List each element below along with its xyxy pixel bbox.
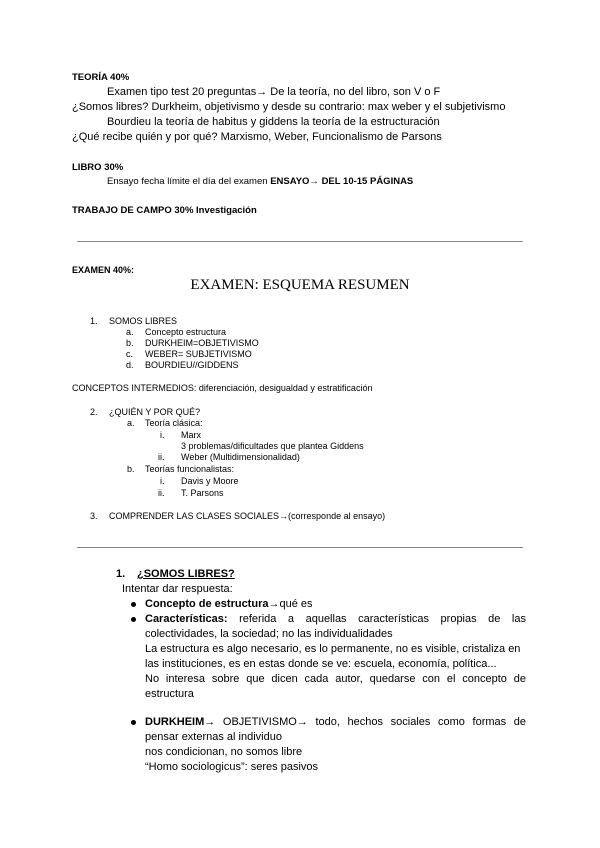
caracteristicas-p3-line-1: No interesa sobre que dicen cada autor, quedarse con el concepto de	[145, 673, 526, 685]
divider-2	[77, 547, 523, 548]
item2-sub-a-i-marker: i.	[160, 430, 165, 440]
teoria-line-1: Examen tipo test 20 preguntas→ De la teoría, no del libro, son V o F	[107, 86, 441, 98]
trabajo-heading: TRABAJO DE CAMPO 30% Investigación	[72, 205, 257, 216]
section1-number: 1.	[116, 568, 126, 580]
libro-line-text: Ensayo fecha límite el día del examen	[107, 176, 271, 187]
durkheim-rest: → OBJETIVISMO→ todo, hechos sociales como formas de	[204, 716, 526, 728]
divider-1	[77, 241, 523, 242]
durkheim-line-3: nos condicionan, no somos libre	[145, 746, 303, 758]
item2-sub-b-ii: T. Parsons	[181, 488, 224, 498]
bullet-concepto	[145, 598, 313, 610]
bullet-concepto-bold: Concepto de estructura	[145, 598, 269, 610]
item2-sub-a: Teoría clásica:	[145, 418, 203, 428]
bullet-concepto-rest: →qué es	[268, 598, 313, 610]
conceptos-intermedios: CONCEPTOS INTERMEDIOS: diferenciación, desigualdad y estratificación	[72, 383, 373, 393]
teoria-line-2: ¿Somos libres? Durkheim, objetivismo y desde su contrario: max weber y el subjetivismo	[72, 101, 506, 113]
item2-sub-b-i: Davis y Moore	[181, 476, 239, 486]
item2-sub-b-marker: b.	[127, 464, 135, 474]
caracteristicas-p2-line-2: las instituciones, es en estas donde se ve: escuela, economía, política...	[145, 658, 497, 670]
teoria-line-4: ¿Qué recibe quién y por qué? Marxismo, Weber, Funcionalismo de Parsons	[72, 131, 442, 143]
teoria-heading: TEORÍA 40%	[72, 72, 130, 83]
examen-label: EXAMEN 40%:	[72, 265, 135, 275]
bullet-dot	[131, 617, 136, 622]
item2-number: 2.	[90, 407, 98, 417]
item2-sub-b-i-marker: i.	[160, 476, 165, 486]
libro-heading: LIBRO 30%	[72, 162, 124, 173]
item2-text: ¿QUIÉN Y POR QUÉ?	[109, 407, 201, 417]
caracteristicas-bold: Características:	[145, 613, 228, 625]
item3-text: COMPRENDER LAS CLASES SOCIALES→(corresponde al ensayo)	[109, 511, 386, 521]
item1-sub-a-marker: a.	[126, 327, 134, 337]
bullet-dot	[131, 720, 136, 725]
durkheim-line-1	[145, 716, 526, 728]
durkheim-bold: DURKHEIM	[145, 716, 205, 728]
item1-sub-b-marker: b.	[126, 338, 134, 348]
durkheim-line-2: pensar externas al individuo	[145, 731, 282, 743]
durkheim-line-4: “Homo sociologicus”: seres pasivos	[145, 761, 319, 773]
libro-line	[107, 176, 413, 187]
item1-text: SOMOS LIBRES	[109, 316, 178, 326]
section1-intro: Intentar dar respuesta:	[122, 583, 233, 595]
item2-sub-a-marker: a.	[127, 418, 135, 428]
teoria-line-3: Bourdieu la teoría de habitus y giddens la teoría de la estructuración	[107, 116, 440, 128]
libro-line-bold: ENSAYO→ DEL 10-15 PÁGINAS	[270, 176, 414, 187]
caracteristicas-rest: referida a aquellas características propias de las	[227, 613, 526, 625]
bullet-dot	[131, 602, 136, 607]
item1-sub-a: Concepto estructura	[145, 327, 227, 337]
item2-sub-a-i-note: 3 problemas/dificultades que plantea Giddens	[181, 441, 364, 451]
caracteristicas-p2-line-1: La estructura es algo necesario, es lo permanente, no es visible, cristaliza en	[145, 643, 521, 655]
item2-sub-a-i: Marx	[181, 430, 201, 440]
item3-number: 3.	[90, 511, 98, 521]
caracteristicas-line-2: colectividades, la sociedad; no las individualidades	[145, 628, 393, 640]
item2-sub-b: Teorías funcionalistas:	[145, 464, 235, 474]
caracteristicas-line-1	[145, 613, 526, 625]
item1-sub-c-marker: c.	[126, 349, 134, 359]
item1-sub-c: WEBER= SUBJETIVISMO	[145, 349, 252, 359]
caracteristicas-p3-line-2: estructura	[145, 688, 194, 700]
section1-heading: ¿SOMOS LIBRES?	[137, 568, 235, 580]
item1-sub-d-marker: d.	[126, 360, 134, 370]
item1-sub-b: DURKHEIM=OBJETIVISMO	[145, 338, 259, 348]
item2-sub-a-ii-marker: ii.	[158, 452, 165, 462]
item1-sub-d: BOURDIEU//GIDDENS	[145, 360, 239, 370]
examen-title: EXAMEN: ESQUEMA RESUMEN	[190, 277, 410, 293]
item2-sub-b-ii-marker: ii.	[158, 488, 165, 498]
item1-number: 1.	[90, 316, 98, 326]
item2-sub-a-ii: Weber (Multidimensionalidad)	[181, 452, 300, 462]
